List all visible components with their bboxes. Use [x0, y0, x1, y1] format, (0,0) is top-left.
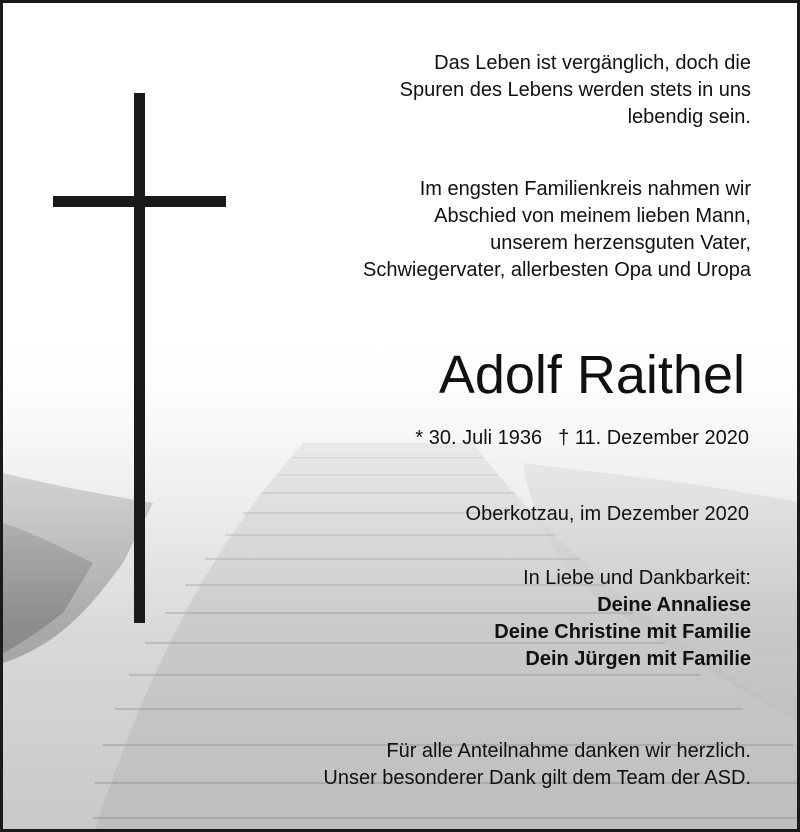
farewell-text — [363, 176, 751, 284]
death-date: † 11. Dezember 2020 — [558, 427, 749, 449]
signers-intro: In Liebe und Dankbarkeit: — [523, 567, 751, 589]
signers — [494, 565, 751, 673]
farewell-line: Schwiegervater, allerbesten Opa und Uropa — [362, 259, 751, 281]
deceased-name: Adolf Raithel — [438, 345, 745, 405]
life-dates — [415, 425, 749, 452]
signer-name: Deine Annaliese — [597, 594, 751, 616]
thanks-note — [323, 738, 751, 792]
cross-icon — [134, 93, 145, 623]
quote-line: lebendig sein. — [627, 106, 751, 128]
quote-line: Spuren des Lebens werden stets in uns — [399, 79, 751, 101]
cross-icon-bar — [53, 196, 226, 207]
place-and-date: Oberkotzau, im Dezember 2020 — [465, 503, 749, 525]
farewell-line: Abschied von meinem lieben Mann, — [434, 205, 751, 227]
birth-date: * 30. Juli 1936 — [415, 427, 543, 449]
thanks-line: Unser besonderer Dank gilt dem Team der ASD. — [323, 767, 751, 789]
thanks-line: Für alle Anteilnahme danken wir herzlich. — [386, 740, 751, 762]
farewell-line: unserem herzensguten Vater, — [490, 232, 751, 254]
farewell-line: Im engsten Familienkreis nahmen wir — [419, 178, 751, 200]
signer-name: Deine Christine mit Familie — [494, 621, 751, 643]
memorial-quote — [400, 50, 751, 131]
quote-line: Das Leben ist vergänglich, doch die — [434, 52, 751, 74]
signer-name: Dein Jürgen mit Familie — [525, 648, 751, 670]
